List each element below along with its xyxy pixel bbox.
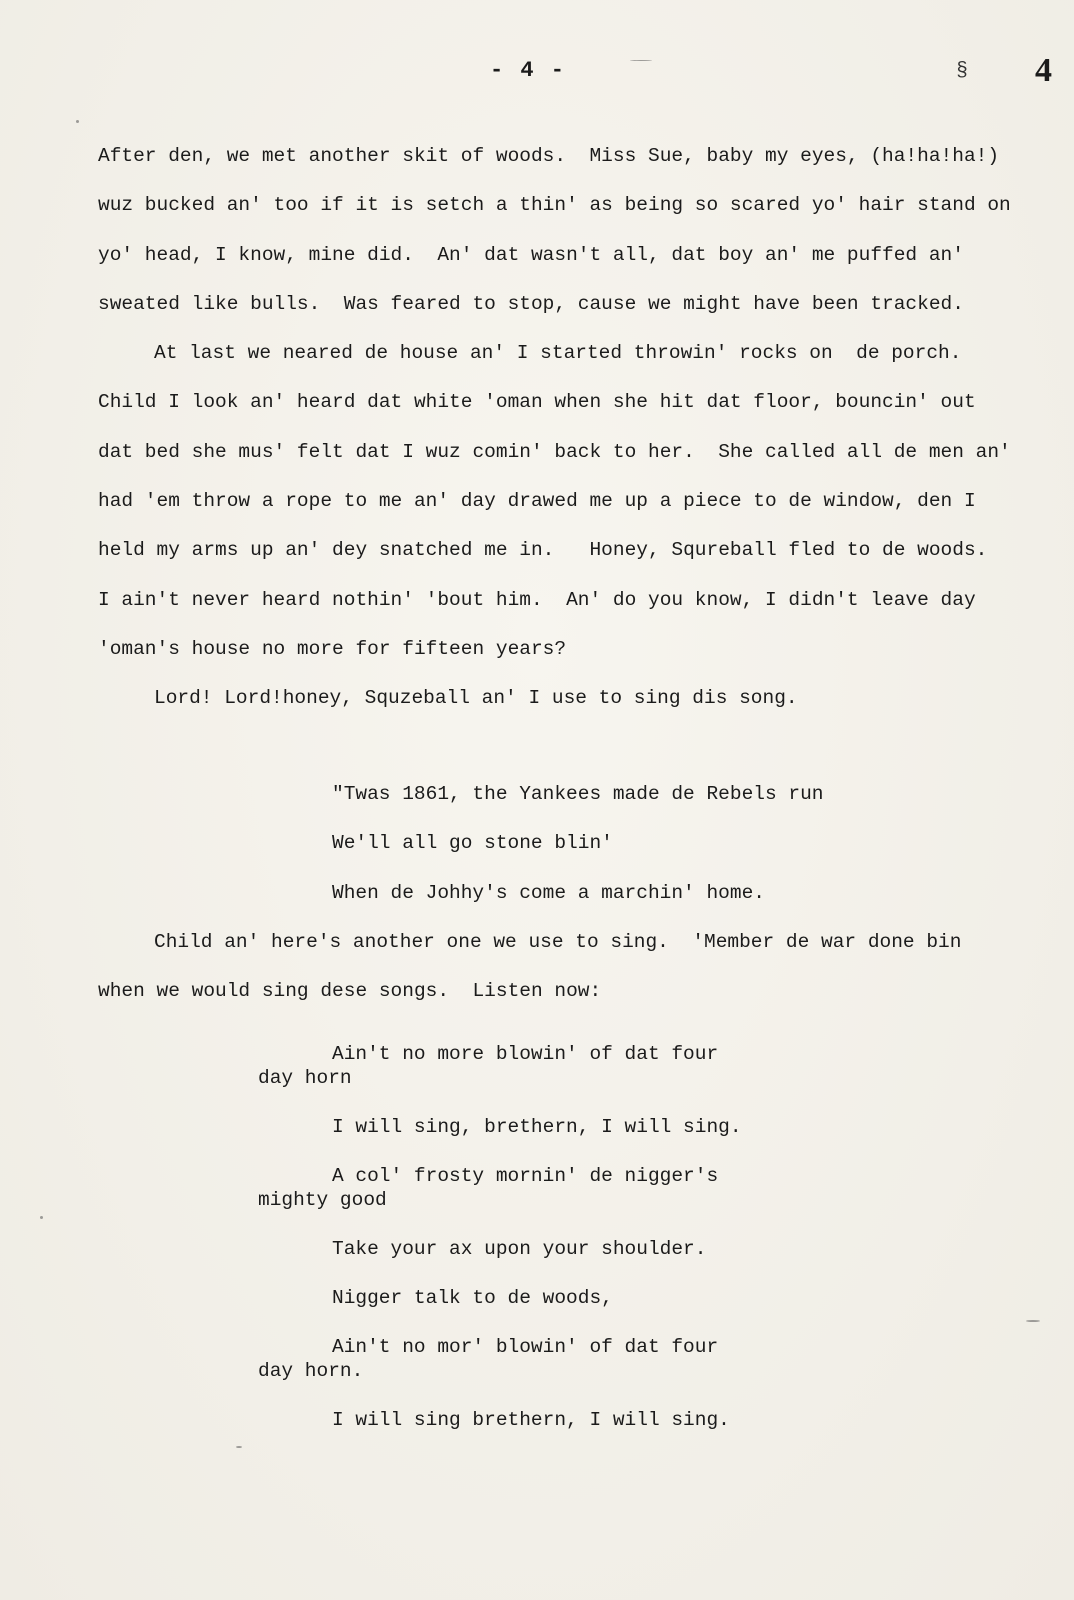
body-text (98, 132, 1023, 724)
verse-line: "Twas 1861, the Yankees made de Rebels run (332, 783, 824, 805)
page-number: - 4 - (490, 58, 567, 83)
paragraph-4-text: Child an' here's another one we use to sing. 'Member de war done bin when we would sing dese songs. Listen now: (98, 931, 974, 1003)
song-verse-2 (258, 1042, 818, 1432)
song-verse-1 (332, 770, 823, 918)
verse-line-continuation: mighty good (258, 1189, 387, 1211)
paper-speck (630, 60, 652, 61)
verse-line: I will sing, brethern, I will sing. (332, 1116, 742, 1138)
corner-page-number: 4 (1035, 52, 1052, 89)
verse-line: We'll all go stone blin' (332, 832, 613, 855)
verse-line: A col' frosty mornin' de nigger's (332, 1165, 719, 1187)
verse-line: Ain't no mor' blowin' of dat four (332, 1336, 719, 1358)
verse-line: When de Johhy's come a marchin' home. (332, 881, 765, 904)
handwritten-mark: § (955, 60, 968, 83)
paper-speck (76, 120, 79, 123)
verse-line: Take your ax upon your shoulder. (332, 1238, 707, 1260)
verse-line-continuation: day horn (258, 1067, 352, 1089)
paragraph-2: At last we neared de house an' I started throwin' rocks on de porch. Child I look an' heard dat white 'oman when she hit dat floor, bouncin' out dat bed she mus' felt dat I wuz comin' back to her. She called all de men an' had 'em throw a rope to me an' day drawed me up a piece to de window, den I held my arms up an' dey snatched me in. Honey, Squreball fled to de woods. I ain't never heard nothin' 'bout him. An' do you know, I didn't leave day 'oman's house no more for fifteen years? (98, 342, 1023, 660)
verse-line: Nigger talk to de woods, (332, 1287, 613, 1309)
verse-line-continuation: day horn. (258, 1360, 364, 1382)
paragraph-4 (98, 918, 1018, 1017)
paragraph-3: Lord! Lord!honey, Squzeball an' I use to sing dis song. (154, 687, 798, 710)
verse-line: Ain't no more blowin' of dat four (332, 1043, 719, 1065)
paper-speck (236, 1446, 242, 1448)
paragraph-1: After den, we met another skit of woods. Miss Sue, baby my eyes, (ha!ha!ha!) wuz bucked an' too if it is setch a thin' as being so scared yo' hair stand on yo' head, I know, mine did. An' dat wasn't all, dat boy an' me puffed an' sweated like bulls. Was feared to stop, cause we might have been tracked. (98, 145, 1023, 315)
paper-speck (40, 1216, 43, 1219)
paper-speck (1026, 1320, 1040, 1322)
verse-line: I will sing brethern, I will sing. (332, 1409, 730, 1431)
